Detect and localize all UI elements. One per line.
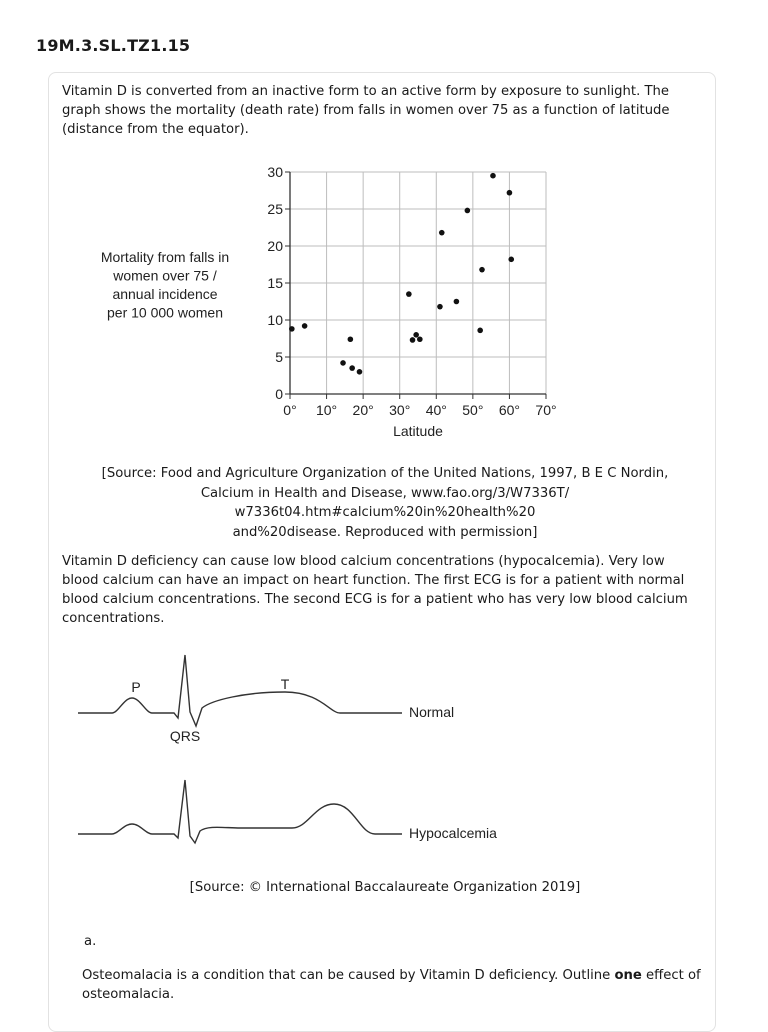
data-point	[437, 304, 443, 310]
ecg-hypocalcemia-trace	[78, 780, 497, 843]
part-label: a.	[84, 934, 97, 949]
data-point	[490, 173, 496, 179]
y-axis-label-line: annual incidence	[112, 286, 218, 302]
ecg-hypocalcemia-label: Hypocalcemia	[409, 825, 497, 841]
data-point	[410, 337, 416, 343]
x-axis-label: Latitude	[393, 423, 443, 439]
y-axis-label-line: Mortality from falls in	[100, 249, 230, 265]
data-point	[289, 326, 295, 332]
source-citation-ib: [Source: © International Baccalaureate Organization 2019]	[189, 880, 581, 895]
x-tick-label: 20°	[352, 402, 374, 418]
question-a-text: Osteomalacia is a condition that can be caused by Vitamin D deficiency. Outline one effect of osteomalacia.	[82, 968, 701, 1002]
data-point	[302, 323, 308, 329]
ecg-diagram	[0, 640, 768, 860]
ecg-normal-label: Normal	[409, 704, 455, 720]
intro-paragraph: Vitamin D is converted from an inactive form to an active form by exposure to sunlight. The graph shows the mortality (death rate) from falls in women over 75 as a function of latitude (distance from the equator).	[62, 84, 670, 137]
source-line: [Source: Food and Agriculture Organization of the United Nations, 1997, B E C Nordin,	[101, 466, 669, 481]
data-point	[507, 190, 513, 196]
data-point	[439, 230, 445, 236]
x-tick-label: 60°	[498, 402, 521, 418]
data-point	[465, 208, 471, 214]
data-point	[406, 291, 412, 297]
ecg-p-label: P	[131, 679, 141, 695]
mortality-latitude-chart	[0, 155, 768, 455]
data-point	[479, 267, 485, 273]
y-tick-label: 15	[267, 275, 283, 291]
hypocalcemia-waveform	[78, 780, 402, 843]
chart-grid	[290, 172, 546, 394]
normal-waveform	[78, 655, 402, 726]
ecg-qrs-label: QRS	[169, 728, 201, 744]
data-point	[357, 369, 363, 375]
chart-ticks	[267, 164, 556, 418]
y-tick-label: 0	[275, 386, 283, 402]
y-tick-label: 30	[267, 164, 283, 180]
y-axis-label	[101, 249, 229, 321]
data-point	[508, 257, 514, 263]
y-tick-label: 20	[267, 238, 283, 254]
data-point	[417, 336, 423, 342]
x-tick-label: 10°	[315, 402, 338, 418]
source-line: Calcium in Health and Disease, www.fao.org/3/W7336T/	[200, 485, 570, 501]
source-citation-fao	[72, 464, 698, 542]
x-tick-label: 40°	[425, 402, 447, 418]
x-tick-label: 70°	[535, 402, 557, 418]
data-point	[454, 299, 460, 305]
y-axis-label-line: per 10 000 women	[107, 304, 223, 321]
question-id: 19M.3.SL.TZ1.15	[36, 36, 191, 55]
source-line: w7336t04.htm#calcium%20in%20health%20	[234, 505, 536, 520]
y-tick-label: 10	[267, 312, 283, 328]
data-point	[349, 365, 355, 371]
ecg-paragraph: Vitamin D deficiency can cause low blood calcium concentrations (hypocalcemia). Very low blood calcium can have an impact on heart function. The first ECG is for a patient with normal blood calcium concentrations. The second ECG is for a patient who has very low blood calcium concentrations.	[62, 554, 688, 626]
y-axis-label-line: women over 75 /	[113, 267, 217, 284]
data-point	[348, 336, 354, 342]
x-tick-label: 50°	[462, 402, 484, 418]
source-line: and%20disease. Reproduced with permission]	[232, 524, 538, 540]
ecg-normal-trace	[78, 655, 454, 744]
data-point	[413, 332, 419, 338]
chart-points	[289, 173, 514, 375]
data-point	[477, 328, 483, 334]
y-tick-label: 25	[267, 201, 283, 217]
x-tick-label: 0°	[283, 402, 297, 418]
ecg-t-label: T	[280, 676, 290, 692]
data-point	[340, 360, 346, 366]
x-tick-label: 30°	[389, 402, 411, 418]
y-tick-label: 5	[275, 349, 283, 365]
